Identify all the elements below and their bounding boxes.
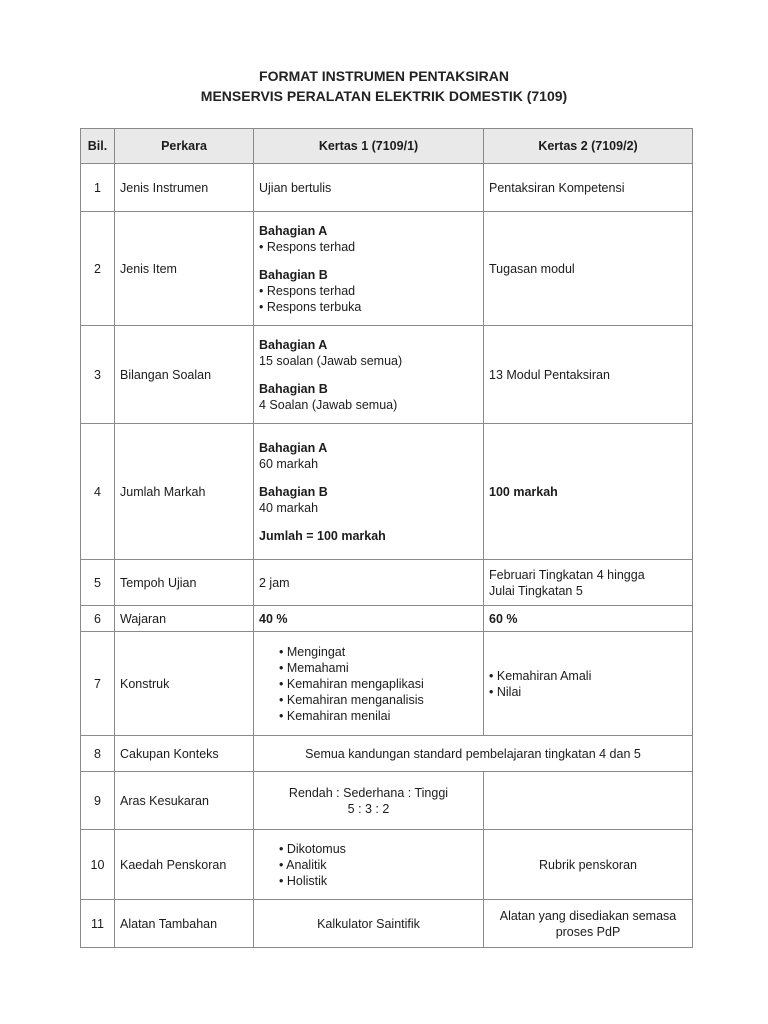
- table-header-row: [81, 129, 693, 164]
- list-item: • Respons terhad: [259, 283, 478, 299]
- table-row: [81, 736, 693, 772]
- list-item: • Kemahiran menganalisis: [279, 692, 478, 708]
- header-perkara: Perkara: [115, 129, 254, 164]
- list-item: • Respons terhad: [259, 239, 478, 255]
- ratio-label: Rendah : Sederhana : Tinggi: [288, 785, 449, 800]
- section-b-list: [259, 283, 478, 315]
- kertas2-line: Alatan yang disediakan semasa: [499, 908, 677, 923]
- kertas1-cell: [254, 830, 484, 900]
- kertas2-cell: [484, 632, 693, 736]
- list-item: • Kemahiran menilai: [279, 708, 478, 724]
- kertas1-cell: Kalkulator Saintifik: [254, 900, 484, 948]
- title-line-1: FORMAT INSTRUMEN PENTAKSIRAN: [259, 68, 509, 84]
- document-title: [0, 66, 768, 106]
- kertas2-line: Julai Tingkatan 5: [489, 583, 583, 598]
- row-item: Cakupan Konteks: [115, 736, 254, 772]
- merged-cell: Semua kandungan standard pembelajaran tingkatan 4 dan 5: [254, 736, 693, 772]
- section-b-heading: Bahagian B: [259, 267, 328, 282]
- section-b-heading: Bahagian B: [259, 381, 328, 396]
- row-number: 7: [81, 632, 115, 736]
- row-number: 6: [81, 606, 115, 632]
- list-item: • Analitik: [279, 857, 478, 873]
- kertas2-cell: Rubrik penskoran: [484, 830, 693, 900]
- list-item: • Kemahiran mengaplikasi: [279, 676, 478, 692]
- section-a-text: 60 markah: [259, 456, 319, 471]
- kertas2-cell: 60 %: [484, 606, 693, 632]
- row-number: 4: [81, 424, 115, 560]
- section-a-list: [259, 239, 478, 255]
- list-item: • Holistik: [279, 873, 478, 889]
- table-row: [81, 326, 693, 424]
- row-item: Jenis Item: [115, 212, 254, 326]
- scoring-list: [259, 841, 478, 889]
- section-a-text: 15 soalan (Jawab semua): [259, 353, 403, 368]
- row-item: Jumlah Markah: [115, 424, 254, 560]
- table-row: [81, 606, 693, 632]
- ratio-value: 5 : 3 : 2: [347, 801, 390, 816]
- section-a-heading: Bahagian A: [259, 223, 328, 238]
- kertas2-line: Februari Tingkatan 4 hingga: [489, 567, 645, 582]
- kertas1-cell: [254, 772, 484, 830]
- row-number: 10: [81, 830, 115, 900]
- kertas2-cell: [484, 772, 693, 830]
- header-kertas2: Kertas 2 (7109/2): [484, 129, 693, 164]
- header-kertas1: Kertas 1 (7109/1): [254, 129, 484, 164]
- title-line-2: MENSERVIS PERALATAN ELEKTRIK DOMESTIK (7109): [200, 88, 568, 104]
- list-item: • Kemahiran Amali: [489, 668, 687, 684]
- row-item: Kaedah Penskoran: [115, 830, 254, 900]
- list-item: • Dikotomus: [279, 841, 478, 857]
- kertas2-cell: 13 Modul Pentaksiran: [484, 326, 693, 424]
- row-item: Wajaran: [115, 606, 254, 632]
- kertas2-cell: [484, 560, 693, 606]
- table-row: [81, 164, 693, 212]
- row-item: Konstruk: [115, 632, 254, 736]
- kertas1-cell: Ujian bertulis: [254, 164, 484, 212]
- row-item: Jenis Instrumen: [115, 164, 254, 212]
- kertas1-cell: [254, 326, 484, 424]
- table-row: [81, 900, 693, 948]
- section-b-text: 4 Soalan (Jawab semua): [259, 397, 398, 412]
- table-row: [81, 772, 693, 830]
- section-b-heading: Bahagian B: [259, 484, 328, 499]
- table-row: [81, 632, 693, 736]
- table-row: [81, 830, 693, 900]
- construct-list-k2: [489, 668, 687, 700]
- row-number: 1: [81, 164, 115, 212]
- header-bil: Bil.: [81, 129, 115, 164]
- row-item: Alatan Tambahan: [115, 900, 254, 948]
- table-row: [81, 424, 693, 560]
- kertas1-cell: [254, 424, 484, 560]
- table-row: [81, 560, 693, 606]
- kertas2-cell: [484, 900, 693, 948]
- row-number: 8: [81, 736, 115, 772]
- list-item: • Memahami: [279, 660, 478, 676]
- row-item: Bilangan Soalan: [115, 326, 254, 424]
- row-number: 11: [81, 900, 115, 948]
- section-a-heading: Bahagian A: [259, 337, 328, 352]
- kertas1-cell: 2 jam: [254, 560, 484, 606]
- total-marks: Jumlah = 100 markah: [259, 528, 386, 543]
- kertas1-cell: 40 %: [254, 606, 484, 632]
- row-item: Aras Kesukaran: [115, 772, 254, 830]
- table-row: [81, 212, 693, 326]
- row-number: 2: [81, 212, 115, 326]
- list-item: • Nilai: [489, 684, 687, 700]
- row-number: 9: [81, 772, 115, 830]
- list-item: • Mengingat: [279, 644, 478, 660]
- section-b-text: 40 markah: [259, 500, 319, 515]
- kertas2-cell: Tugasan modul: [484, 212, 693, 326]
- kertas1-cell: [254, 212, 484, 326]
- section-a-heading: Bahagian A: [259, 440, 328, 455]
- kertas2-line: proses PdP: [555, 924, 621, 939]
- construct-list: [259, 644, 478, 724]
- kertas2-cell: Pentaksiran Kompetensi: [484, 164, 693, 212]
- row-number: 5: [81, 560, 115, 606]
- row-item: Tempoh Ujian: [115, 560, 254, 606]
- kertas1-cell: [254, 632, 484, 736]
- list-item: • Respons terbuka: [259, 299, 478, 315]
- assessment-format-table: [80, 128, 693, 948]
- row-number: 3: [81, 326, 115, 424]
- kertas2-cell: 100 markah: [484, 424, 693, 560]
